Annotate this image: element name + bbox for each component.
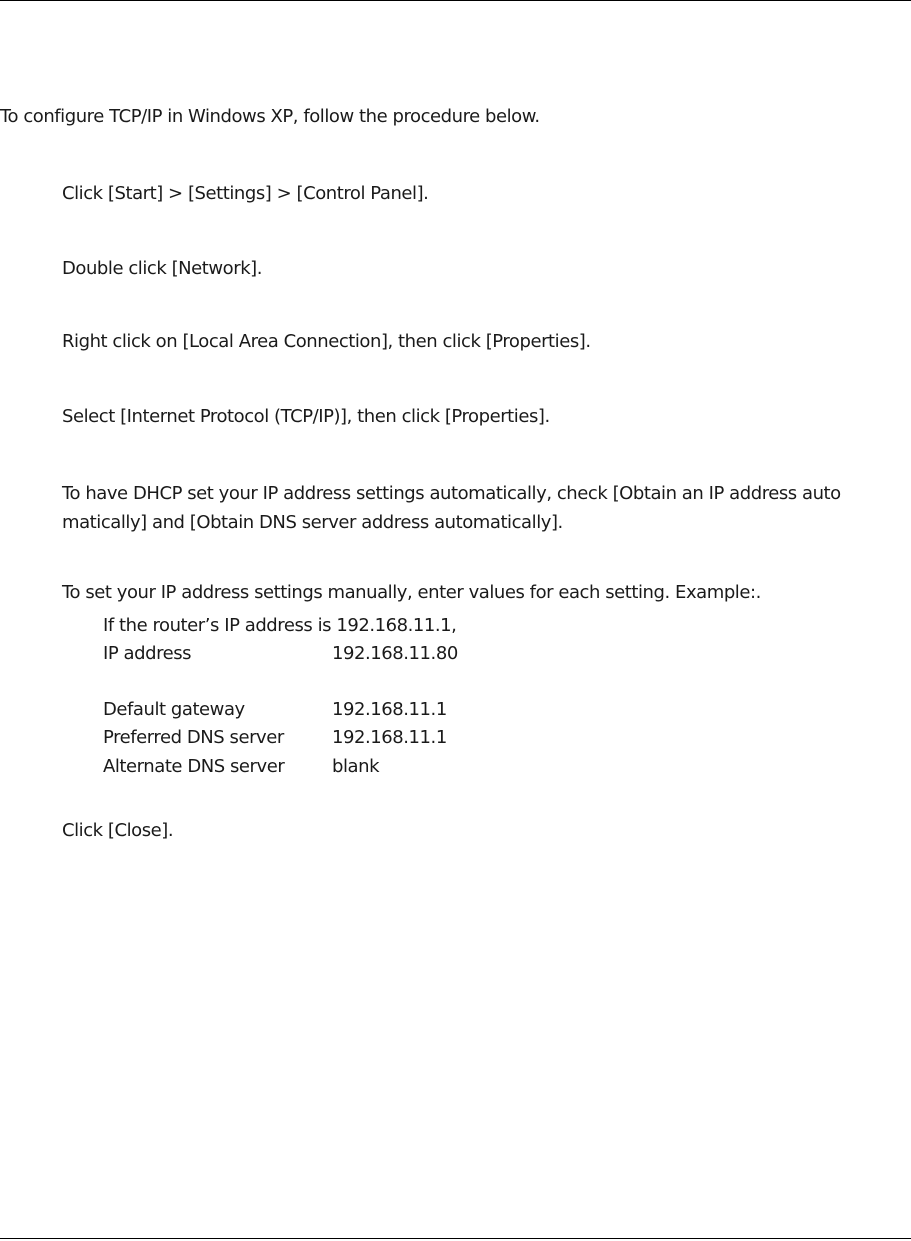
step-network: Double click [Network]. xyxy=(62,258,263,279)
step-local-area-connection: Right click on [Local Area Connection], then click [Properties]. xyxy=(62,331,591,352)
step-internet-protocol: Select [Internet Protocol (TCP/IP)], then click [Properties]. xyxy=(62,406,550,427)
step-manual-settings: To set your IP address settings manually, enter values for each setting. Example:. xyxy=(62,582,761,603)
example-default-gateway-label: Default gateway xyxy=(103,699,245,720)
step-close: Click [Close]. xyxy=(62,820,174,841)
example-ip-address-value: 192.168.11.80 xyxy=(332,643,458,664)
step-control-panel: Click [Start] > [Settings] > [Control Panel]. xyxy=(62,183,429,204)
example-ip-address-label: IP address xyxy=(103,643,192,664)
top-rule xyxy=(0,0,911,1)
bottom-rule xyxy=(0,1238,911,1239)
example-alternate-dns-value: blank xyxy=(332,756,380,777)
example-preferred-dns-value: 192.168.11.1 xyxy=(332,727,447,748)
example-alternate-dns-label: Alternate DNS server xyxy=(103,756,285,777)
step-dhcp-line-1: To have DHCP set your IP address settings automatically, check [Obtain an IP address auto xyxy=(62,483,841,504)
example-default-gateway-value: 192.168.11.1 xyxy=(332,699,447,720)
intro-text: To configure TCP/IP in Windows XP, follow the procedure below. xyxy=(0,106,540,127)
example-router-line: If the router’s IP address is 192.168.11.1, xyxy=(103,615,457,636)
step-dhcp-line-2: matically] and [Obtain DNS server address automatically]. xyxy=(62,512,563,533)
example-preferred-dns-label: Preferred DNS server xyxy=(103,727,284,748)
